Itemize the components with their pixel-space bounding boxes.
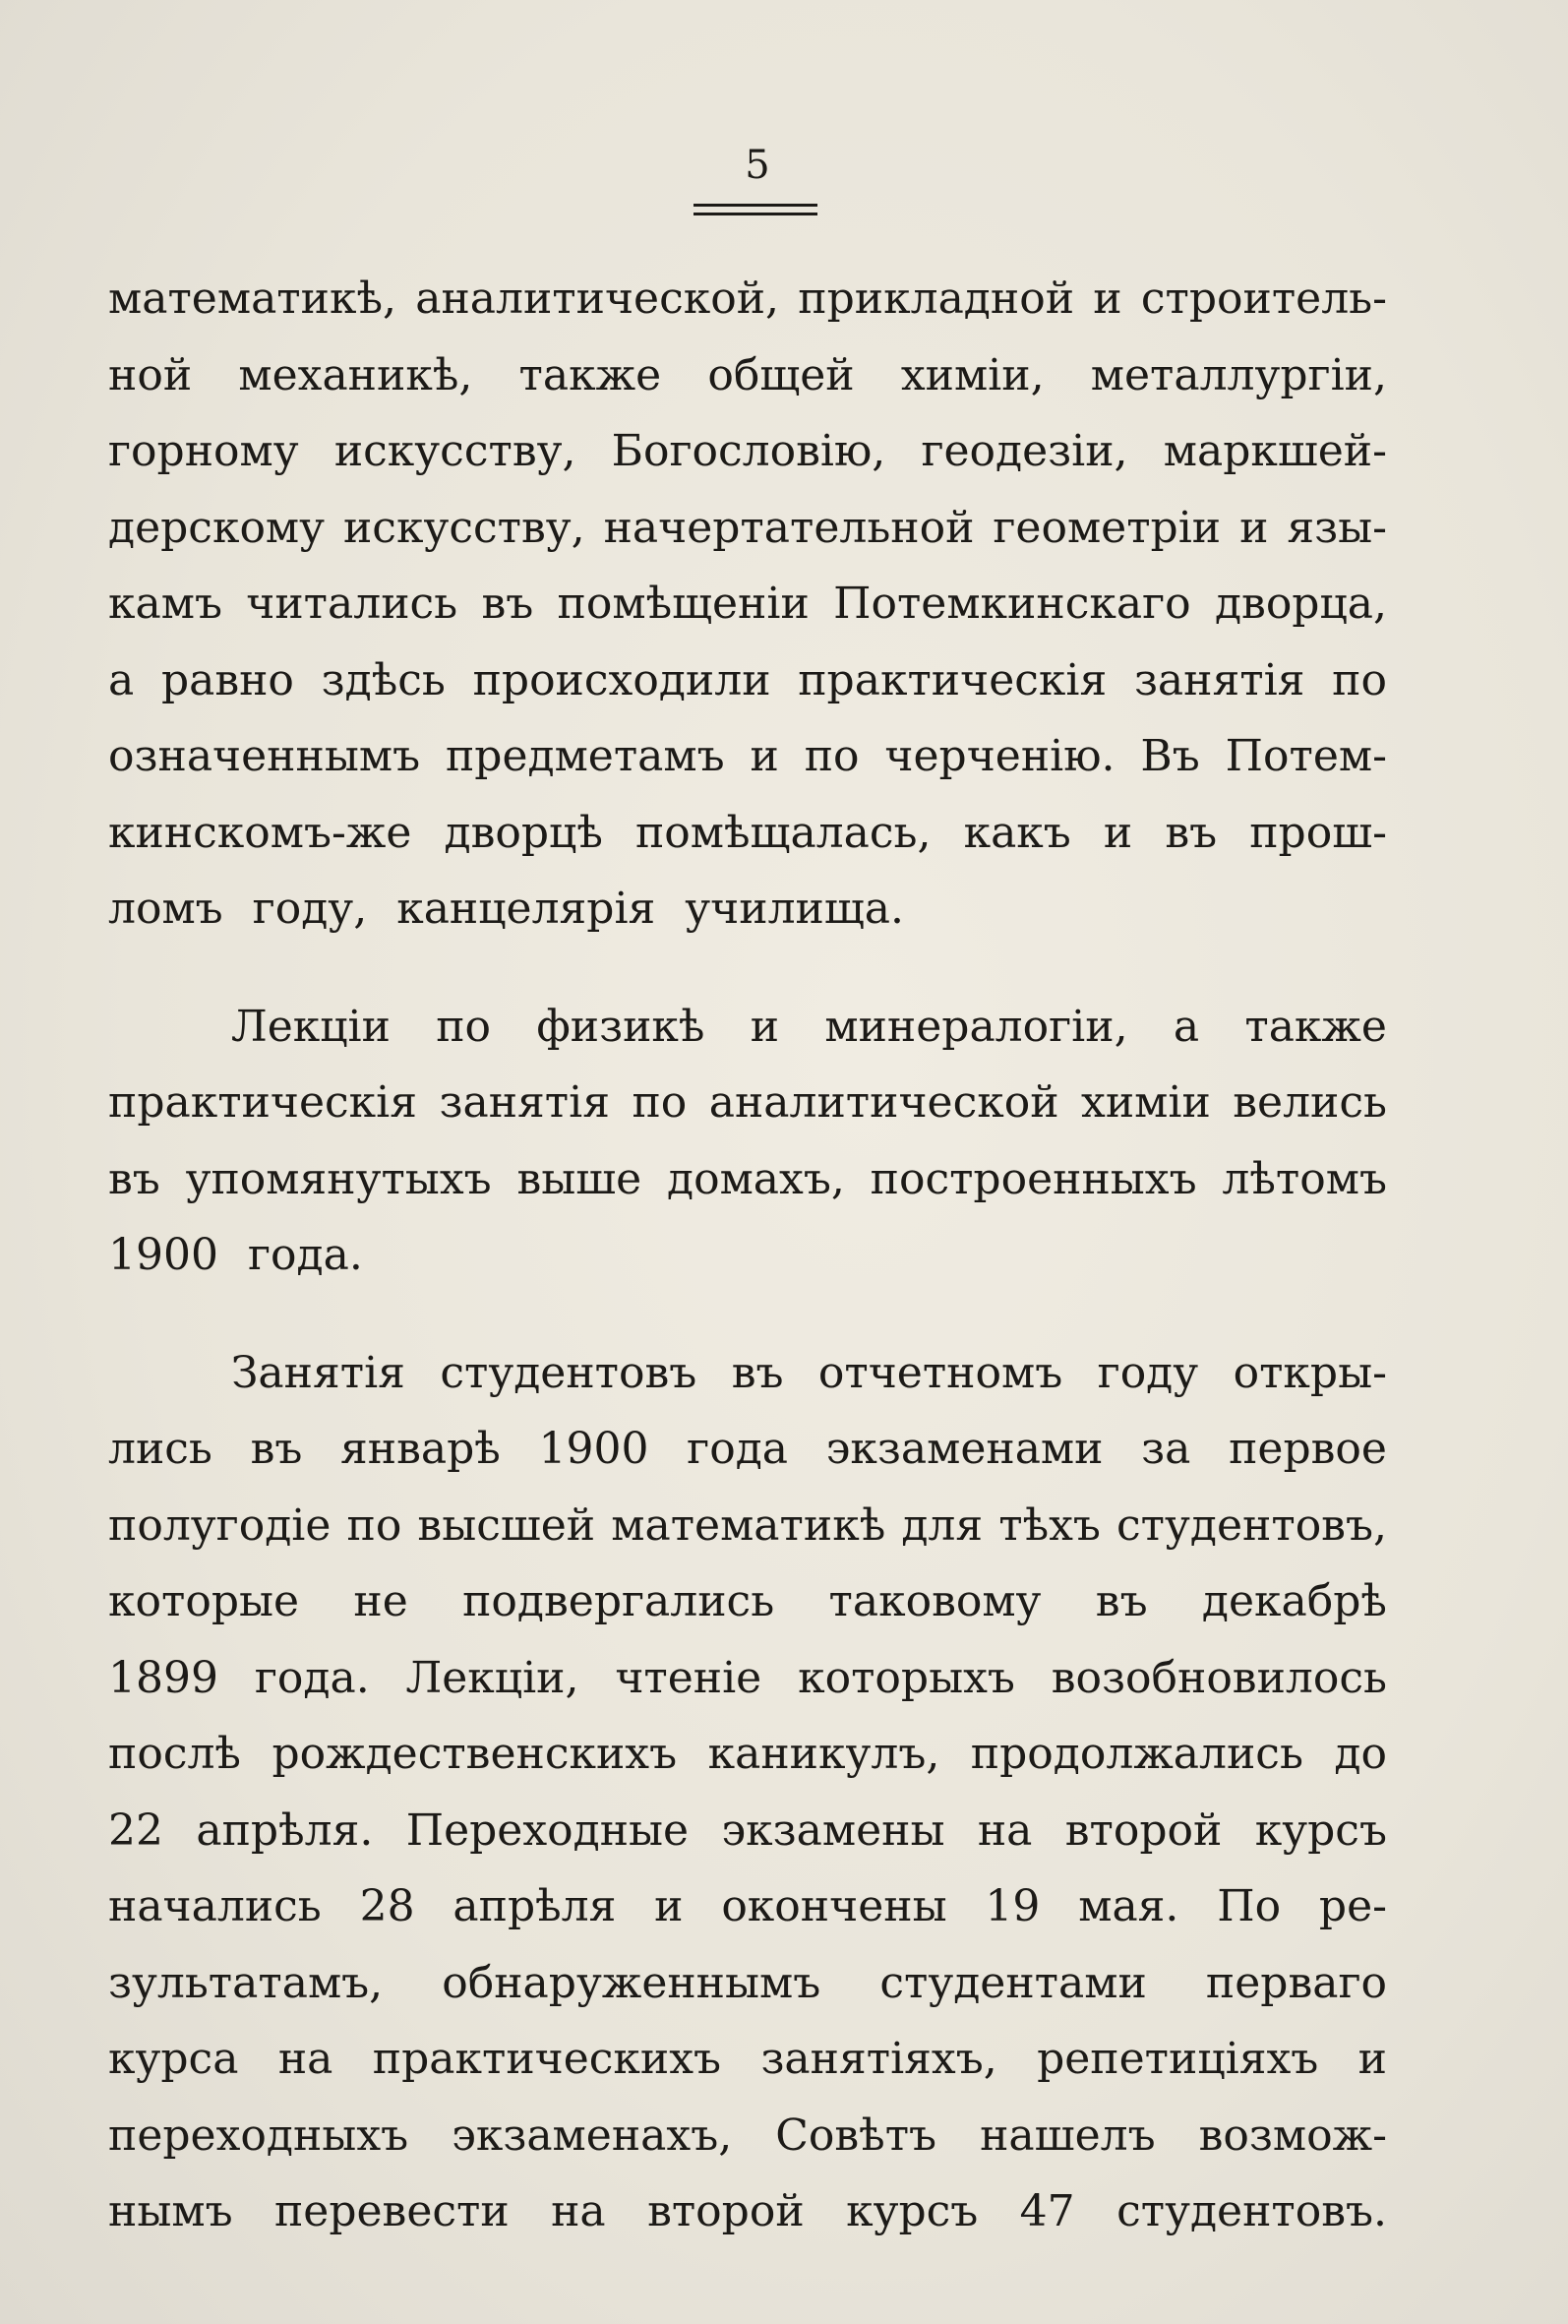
text-line: 1900 года. bbox=[108, 1230, 363, 1280]
body-text bbox=[108, 261, 1387, 2250]
text-line: ломъ году, канцелярія училища. bbox=[108, 884, 905, 934]
text-line: начались 28 апрѣля и окончены 19 мая. По ре- bbox=[108, 1881, 1387, 1931]
text-line: ной механикѣ, также общей химіи, металлургіи, bbox=[108, 349, 1387, 400]
text-line: кинскомъ-же дворцѣ помѣщалась, какъ и въ прош- bbox=[108, 807, 1387, 858]
text-line: переходныхъ экзаменахъ, Совѣтъ нашелъ возмож- bbox=[108, 2110, 1387, 2161]
text-line: камъ читались въ помѣщеніи Потемкинскаго дворца, bbox=[108, 579, 1387, 629]
text-line: Лекціи по физикѣ и минералогіи, а также bbox=[231, 1001, 1387, 1052]
text-line: которые не подвергались таковому въ декабрѣ bbox=[108, 1576, 1387, 1626]
text-line: Занятія студентовъ въ отчетномъ году откры- bbox=[231, 1347, 1387, 1398]
text-line: практическія занятія по аналитической химіи велись bbox=[108, 1077, 1387, 1128]
text-line: курса на практическихъ занятіяхъ, репетиціяхъ и bbox=[108, 2034, 1387, 2084]
text-line: 1899 года. Лекціи, чтеніе которыхъ возобновилось bbox=[108, 1652, 1387, 1703]
text-line: дерскому искусству, начертательной геометріи и язы- bbox=[108, 502, 1387, 553]
text-line: зультатамъ, обнаруженнымъ студентами перваго bbox=[108, 1957, 1387, 2008]
page-number: 5 bbox=[745, 143, 770, 188]
text-line: 22 апрѣля. Переходные экзамены на второй курсъ bbox=[108, 1804, 1387, 1856]
text-line: а равно здѣсь происходили практическія занятія по bbox=[108, 654, 1387, 705]
header-rule-upper bbox=[694, 204, 817, 207]
text-line: означеннымъ предметамъ и по черченію. Въ Потем- bbox=[108, 731, 1387, 781]
text-line: въ упомянутыхъ выше домахъ, построенныхъ лѣтомъ bbox=[108, 1153, 1387, 1204]
text-line: горному искусству, Богословію, геодезіи, маркшей- bbox=[108, 426, 1387, 476]
text-line: нымъ перевести на второй курсъ 47 студентовъ. bbox=[108, 2186, 1387, 2236]
text-line: послѣ рождественскихъ каникулъ, продолжались до bbox=[108, 1729, 1387, 1779]
header-rule-lower bbox=[694, 213, 817, 215]
text-line: лись въ январѣ 1900 года экзаменами за первое bbox=[108, 1424, 1387, 1474]
text-line: математикѣ, аналитической, прикладной и строитель- bbox=[108, 274, 1387, 324]
text-line: полугодіе по высшей математикѣ для тѣхъ студентовъ, bbox=[108, 1499, 1387, 1551]
